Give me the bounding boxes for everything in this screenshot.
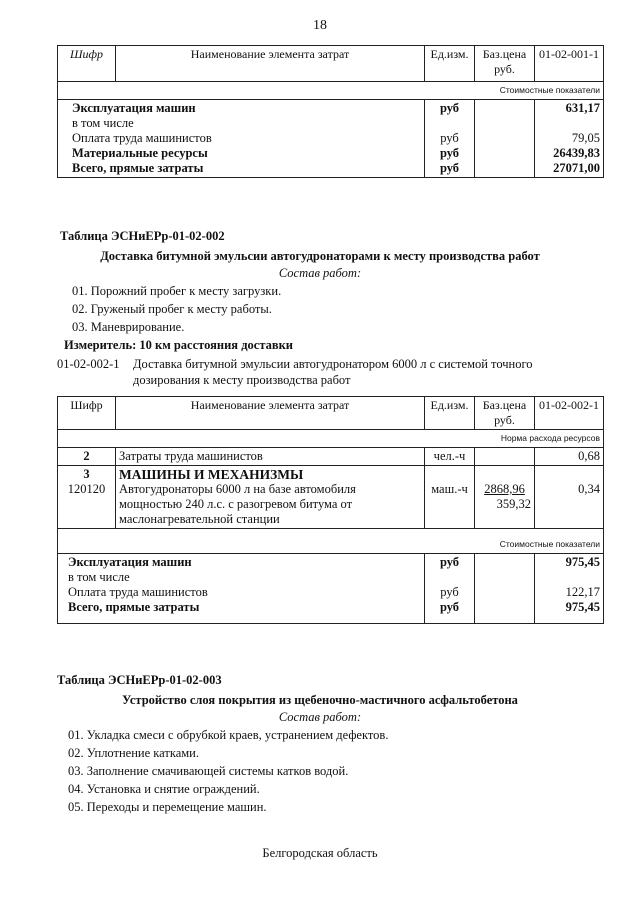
row-label: Оплата труда машинистов [72,131,212,145]
subheader-norm: Норма расхода ресурсов [58,430,604,448]
step-item: 05. Переходы и перемещение машин. [68,800,267,814]
row-label: Всего, прямые затраты [72,161,204,175]
row-value: 975,45 [565,600,600,614]
row-unit: руб [439,146,460,160]
row-value: 631,17 [565,101,600,115]
resource-name: Автогудронаторы 6000 л на базе автомобиля [119,482,356,496]
row-label: в том числе [68,570,130,584]
row-value: 975,45 [565,555,600,569]
header-name: Наименование элемента затрат [116,46,425,82]
header-unit: Ед.изм. [425,46,475,82]
page-number: 18 [313,18,327,33]
subheader-cost: Стоимостные показатели [58,529,604,554]
resource-code: 2 [58,448,116,466]
section-title-2: Доставка битумной эмульсии автогудронаторами к месту производства работ [100,249,540,263]
step-item: 01. Порожний пробег к месту загрузки. [72,284,282,298]
item-code: 01-02-002-1 [57,357,120,371]
item-description: дозирования к месту производства работ [133,373,351,387]
row-unit: руб [440,585,459,599]
table-label-3: Таблица ЭСНиЕРр-01-02-003 [57,673,222,687]
row-value: 27071,00 [553,161,600,175]
header-norm-code: 01-02-002-1 [535,397,604,430]
resource-unit: чел.-ч [425,448,475,466]
row-label: Оплата труда машинистов [68,585,208,599]
header-norm-code: 01-02-001-1 [535,46,604,82]
table-label-2: Таблица ЭСНиЕРр-01-02-002 [60,229,225,243]
resource-value: 0,68 [535,448,604,466]
resource-name: маслонагревательной станции [119,512,280,526]
resource-code: 3 [83,467,90,481]
resource-code: 120120 [67,482,106,496]
cost-table-2 [57,396,604,624]
row-label: Всего, прямые затраты [68,600,200,614]
resource-unit: маш.-ч [431,482,468,496]
step-item: 04. Установка и снятие ограждений. [68,782,260,796]
step-item: 03. Маневрирование. [72,320,185,334]
row-unit: руб [439,600,460,614]
resource-name: Затраты труда машинистов [116,448,425,466]
resource-value: 0,34 [578,482,600,496]
resource-name: мощностью 240 л.с. с разогревом битума от [119,497,353,511]
header-code: Шифр [58,397,116,430]
header-unit: Ед.изм. [425,397,475,430]
row-unit: руб [439,101,460,115]
section-title-3: Устройство слоя покрытия из щебеночно-мастичного асфальтобетона [122,693,518,707]
subheader-cost: Стоимостные показатели [58,82,604,100]
row-label: Эксплуатация машин [72,101,196,115]
row-value: 122,17 [565,585,600,599]
meter-label: Измеритель: 10 км расстояния доставки [64,338,294,352]
step-item: 01. Укладка смеси с обрубкой краев, устранением дефектов. [68,728,389,742]
header-name: Наименование элемента затрат [116,397,425,430]
step-item: 03. Заполнение смачивающей системы катков водой. [68,764,349,778]
cost-table-1 [57,45,604,178]
header-base-price: Баз.цена руб. [475,46,535,82]
row-unit: руб [439,555,460,569]
resource-price: 359,32 [496,497,531,511]
step-item: 02. Уплотнение катками. [68,746,199,760]
composition-label-2: Состав работ: [278,266,362,280]
footer-region: Белгородская область [262,846,378,860]
resource-group-name: МАШИНЫ И МЕХАНИЗМЫ [119,467,304,482]
header-code: Шифр [58,46,116,82]
composition-label-3: Состав работ: [278,710,362,724]
header-base-price: Баз.цена руб. [475,397,535,430]
step-item: 02. Груженый пробег к месту работы. [72,302,272,316]
resource-price: 2868,96 [484,482,525,496]
row-unit: руб [439,161,460,175]
item-description: Доставка битумной эмульсии автогудронатором 6000 л с системой точного [133,357,533,371]
row-label: в том числе [72,116,134,130]
row-label: Материальные ресурсы [72,146,208,160]
row-unit: руб [440,131,459,145]
row-value: 26439,83 [553,146,600,160]
row-label: Эксплуатация машин [68,555,192,569]
row-value: 79,05 [571,131,600,145]
